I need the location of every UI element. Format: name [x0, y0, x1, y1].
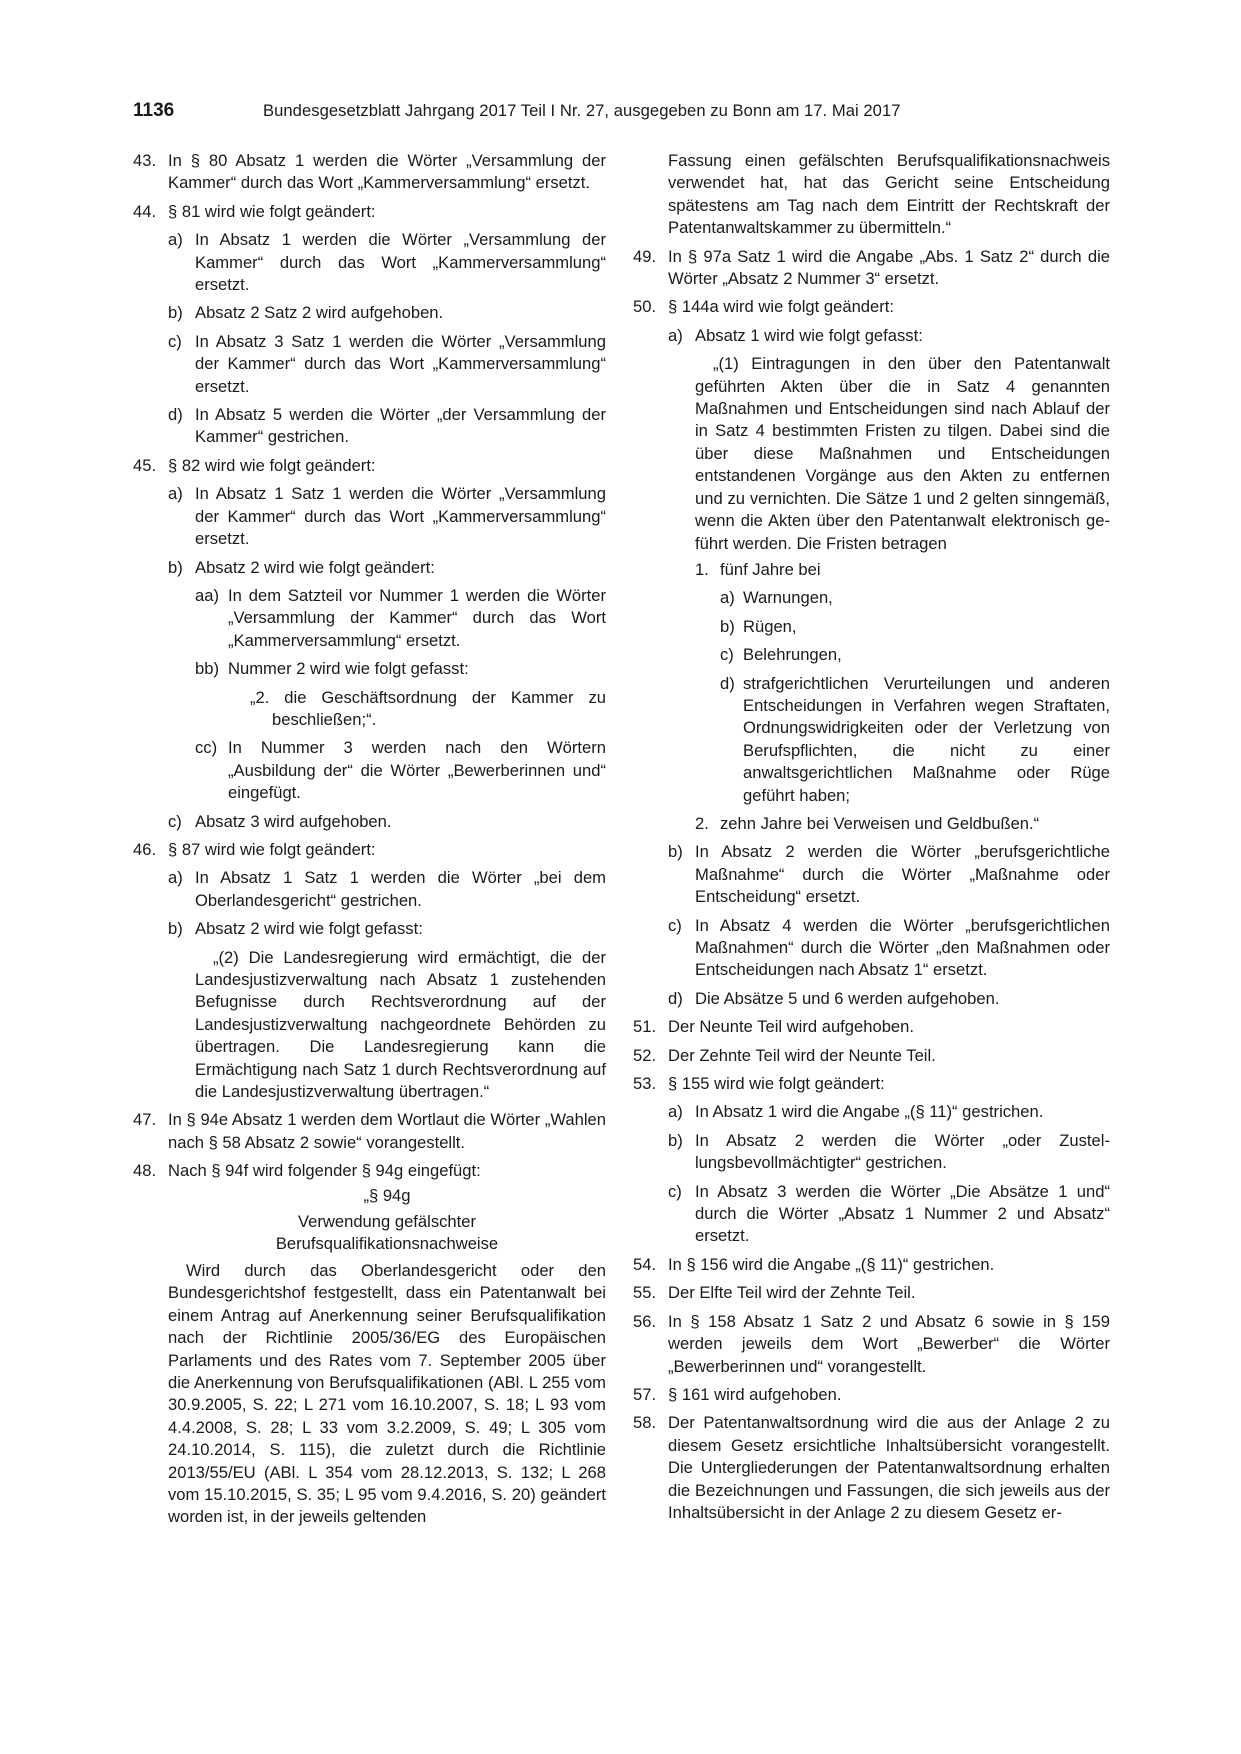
section-title-line-1: Verwendung gefälschter	[297, 1212, 477, 1232]
list-item: d) Die Absätze 5 und 6 werden aufgehoben.	[668, 988, 1000, 1008]
list-item: a) Warnungen,	[720, 588, 833, 608]
list-item: bb) Nummer 2 wird wie folgt gefasst:	[195, 659, 469, 679]
quoted-text: „2. die Geschäftsordnung der Kammer zu beschließen;“.	[250, 687, 606, 729]
list-item: b) In Absatz 2 werden die Wörter „oder Zustellungsbevollmächtigter“ gestrichen.	[668, 1130, 1110, 1173]
list-item: b) In Absatz 2 werden die Wörter „berufsgerichtliche Maßnahme“ durch die Wörter „Maßnahme oder Entscheidung“ ersetzt.	[668, 842, 1110, 907]
list-item: 49. In § 97a Satz 1 wird die Angabe „Abs. 1 Satz 2“ durch die Wörter „Absatz 2 Nummer 3“ ersetzt.	[633, 246, 1110, 289]
list-item: 43. In § 80 Absatz 1 werden die Wörter „Versammlung der Kammer“ durch das Wort „Kammerversammlung“ ersetzt.	[133, 151, 606, 193]
list-item: c) In Absatz 3 werden die Wörter „Die Absätze 1 und“ durch die Wörter „Absatz 1 Nummer 2 und Absatz“ ersetzt.	[668, 1181, 1110, 1246]
list-item: 54. In § 156 wird die Angabe „(§ 11)“ gestrichen.	[633, 1254, 995, 1274]
quoted-text: „(1) Eintragungen in den über den Patentanwalt geführten Akten über die in Satz 4 genannten Maßnahmen und Entscheidungen sind nach Ablauf der in Satz 4 bestimmten Fristen zu tilgen. Dabei sind die über diese Maßnahmen und Entscheidungen entstandenen Vorgänge aus den Akten zu entfernen und zu vernichten. Die Sätze 1 und 2 gelten sinngemäß, wenn die Akten über den Patentanwalt elektronisch geführt werden. Die Fristen betragen	[695, 354, 1110, 553]
list-item: 48. Nach § 94f wird folgender § 94g eingefügt:	[133, 1161, 481, 1181]
page-number: 1136	[133, 100, 175, 121]
list-item: 52. Der Zehnte Teil wird der Neunte Teil.	[633, 1045, 936, 1065]
section-body: Wird durch das Oberlandesgericht oder den Bundesgerichtshof festgestellt, dass ein Patentanwalt bei einem Antrag auf Anerkennung seiner Berufsqualifikation nach der Richtlinie 2005/36/EG des Europäischen Parlaments und des Rates vom 7. September 2005 über die Anerkennung von Berufsqualifikationen (ABl. L 255 vom 30.9.2005, S. 22; L 271 vom 16.10.2007, S. 18; L 93 vom 4.4.2008, S. 28; L 33 vom 3.2.2009, S. 49; L 305 vom 24.10.2014, S. 115), die zuletzt durch die Richtlinie 2013/55/EU (ABl. L 354 vom 28.12.2013, S. 132; L 268 vom 15.10.2015, S. 35; L 95 vom 9.4.2016, S. 20) geändert worden ist, in der jeweils geltenden	[168, 1260, 606, 1527]
list-item: 58. Der Patentanwaltsordnung wird die aus der Anlage 2 zu diesem Gesetz ersichtliche Inhaltsübersicht vorangestellt. Die Untergliederungen der Patentanwaltsordnung erhalten die Bezeichnungen und Fassungen, die sich jeweils aus der Inhaltsübersicht in der Anlage 2 zu diesem Gesetz er-	[633, 1413, 1110, 1522]
list-item: 45. § 82 wird wie folgt geändert:	[133, 455, 376, 475]
list-item: a) In Absatz 1 wird die Angabe „(§ 11)“ gestrichen.	[668, 1102, 1044, 1122]
list-item: 55. Der Elfte Teil wird der Zehnte Teil.	[633, 1283, 916, 1303]
list-item: d) strafgerichtlichen Verurteilungen und anderen Entscheidungen in Verfahren wegen Straftaten, Ordnungswidrigkeiten oder der Verletzung von Berufspflichten, die nicht zu einer anwaltsgerichtlichen Maßnahme oder Rüge geführt haben;	[720, 673, 1110, 805]
quoted-text: „(2) Die Landesregierung wird ermächtigt, die der Landesjustizverwaltung nach Absatz 1 zustehenden Befugnisse durch Rechtsverordnung auf der Landesjustizverwaltung nachgeordnete Behörden zu übertragen. Die Landesregierung kann die Ermächtigung nach Satz 1 durch Rechtsverordnung auf die Landesjustizverwaltung übertragen.“	[195, 947, 606, 1102]
section-heading	[168, 1185, 606, 1256]
list-item: b) Rügen,	[720, 616, 797, 636]
list-item: c) In Absatz 3 Satz 1 werden die Wörter „Versammlung der Kammer“ durch das Wort „Kammerversammlung“ ersetzt.	[168, 331, 606, 396]
list-item: b) Absatz 2 wird wie folgt geändert:	[168, 557, 435, 577]
right-column	[633, 150, 1110, 1530]
section-title-line-2: Berufsqualifikationsnachweise	[275, 1234, 499, 1254]
list-item: c) Absatz 3 wird aufgehoben.	[168, 811, 392, 831]
list-item: 46. § 87 wird wie folgt geändert:	[133, 839, 376, 859]
page-header	[133, 100, 1113, 130]
list-item: a) Absatz 1 wird wie folgt gefasst:	[668, 325, 923, 345]
section-number: „§ 94g	[363, 1185, 411, 1205]
list-item: a) In Absatz 1 werden die Wörter „Versammlung der Kammer“ durch das Wort „Kammerversammlung“ ersetzt.	[168, 230, 606, 295]
list-item: 56. In § 158 Absatz 1 Satz 2 und Absatz 6 sowie in § 159 werden jeweils dem Wort „Bewerber“ die Wörter „Bewerberinnen und“ vorangestellt.	[633, 1311, 1110, 1376]
list-item: 44. § 81 wird wie folgt geändert:	[133, 201, 376, 221]
list-item: 50. § 144a wird wie folgt geändert:	[633, 297, 895, 317]
list-item: 51. Der Neunte Teil wird aufgehoben.	[633, 1017, 914, 1037]
gazette-title: Bundesgesetzblatt Jahrgang 2017 Teil I Nr. 27, ausgegeben zu Bonn am 17. Mai 2017	[263, 101, 901, 120]
list-item: d) In Absatz 5 werden die Wörter „der Versammlung der Kammer“ gestrichen.	[168, 405, 606, 447]
list-item: c) Belehrungen,	[720, 645, 842, 665]
left-column	[133, 150, 606, 1535]
list-item: 47. In § 94e Absatz 1 werden dem Wortlaut die Wörter „Wahlen nach § 58 Absatz 2 sowie“ vorangestellt.	[133, 1110, 606, 1152]
list-item: a) In Absatz 1 Satz 1 werden die Wörter „Versammlung der Kammer“ durch das Wort „Kammerversammlung“ ersetzt.	[168, 484, 606, 549]
list-item: 2. zehn Jahre bei Verweisen und Geldbußen.“	[695, 813, 1040, 833]
continued-text: Fassung einen gefälschten Berufsqualifikationsnachweis verwendet hat, hat das Gericht seine Entscheidung spätestens am Tag nach dem Eintritt der Rechtskraft der Patentanwaltskammer zu übermitteln.“	[668, 151, 1110, 238]
list-item: b) Absatz 2 wird wie folgt gefasst:	[168, 919, 423, 939]
list-item: cc) In Nummer 3 werden nach den Wörtern „Ausbildung der“ die Wörter „Bewerberinnen und“ eingefügt.	[195, 738, 606, 803]
list-item: a) In Absatz 1 Satz 1 werden die Wörter „bei dem Oberlandesgericht“ gestrichen.	[168, 868, 606, 910]
list-item: aa) In dem Satzteil vor Nummer 1 werden die Wörter „Versammlung der Kammer“ durch das Wort „Kammerversammlung“ ersetzt.	[195, 585, 606, 650]
list-item: 53. § 155 wird wie folgt geändert:	[633, 1074, 885, 1094]
list-item: c) In Absatz 4 werden die Wörter „berufsgerichtlichen Maßnahmen“ durch die Wörter „den Maßnahmen oder Entscheidungen nach Absatz 1“ ersetzt.	[668, 915, 1110, 980]
list-item: 1. fünf Jahre bei	[695, 559, 821, 579]
list-item: 57. § 161 wird aufgehoben.	[633, 1384, 842, 1404]
list-item: b) Absatz 2 Satz 2 wird aufgehoben.	[168, 303, 444, 323]
